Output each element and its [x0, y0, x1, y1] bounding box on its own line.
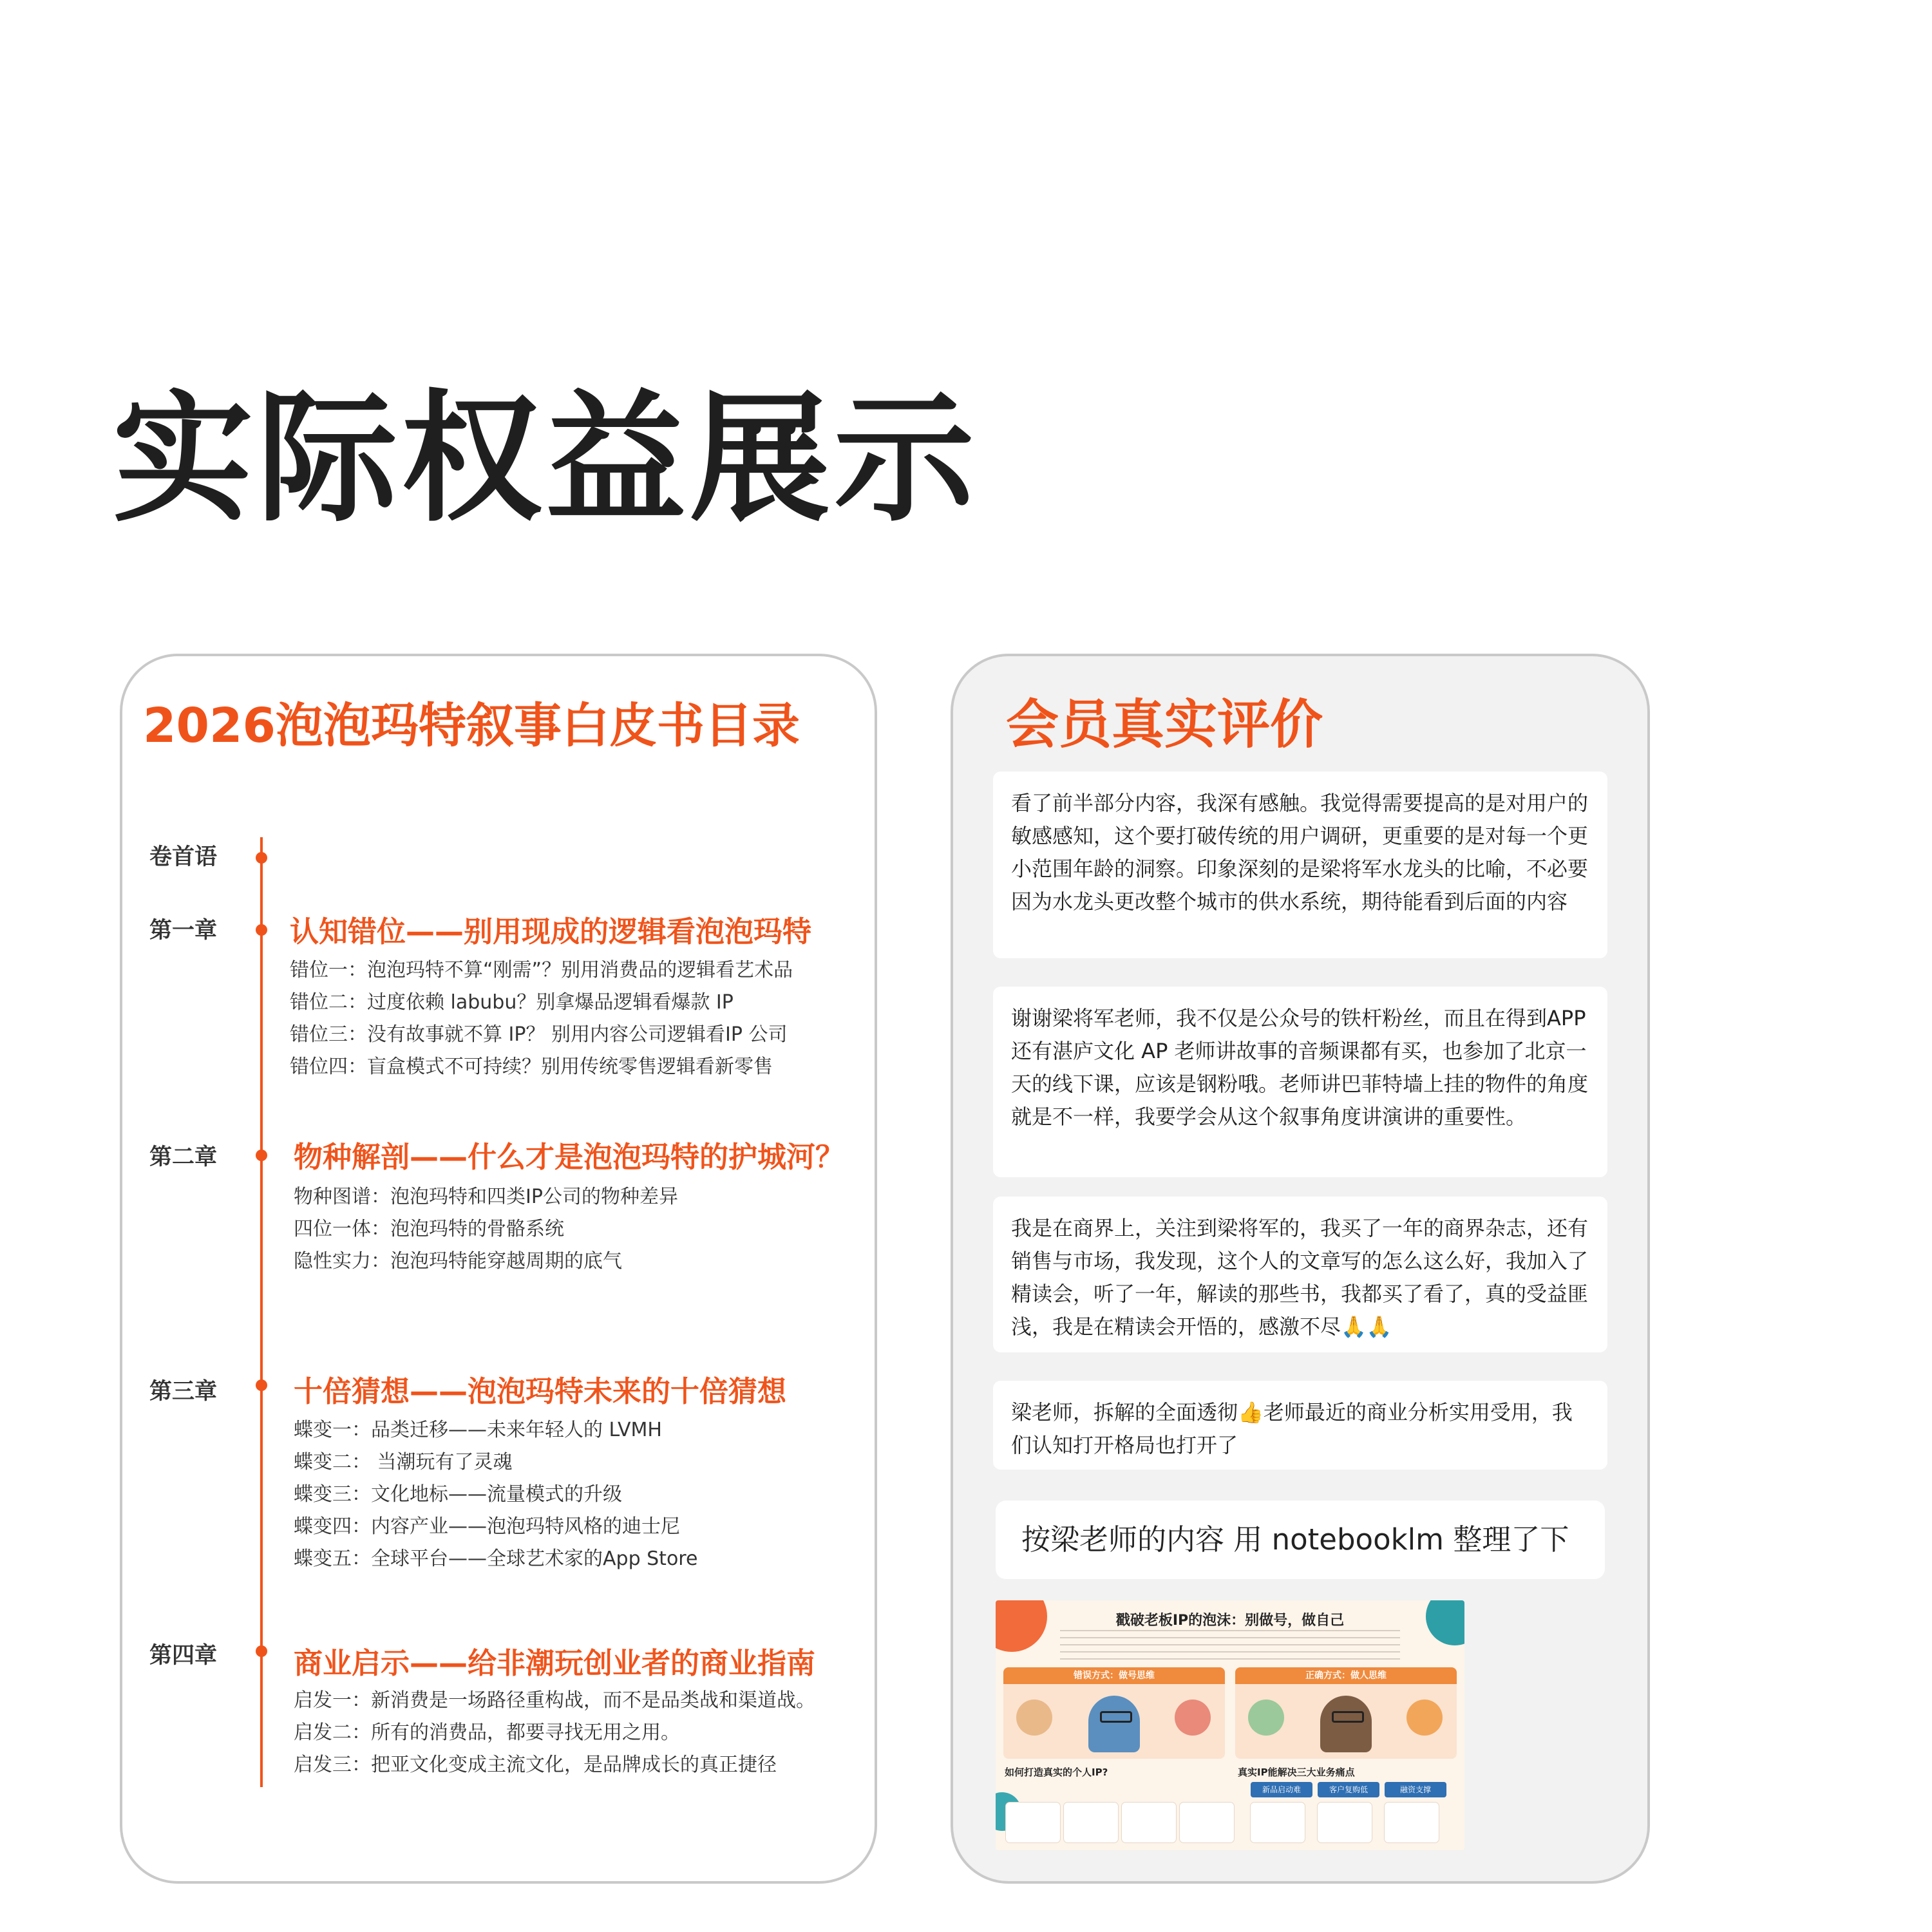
- chapter-3-item: 蝶变二： 当潮玩有了灵魂: [294, 1451, 513, 1473]
- person-illustration: [1088, 1696, 1140, 1752]
- chapter-3-items: [294, 1414, 697, 1575]
- decor-blob: [1016, 1700, 1052, 1736]
- toc-title: 2026泡泡玛特叙事白皮书目录: [143, 698, 800, 753]
- chapter-2-item: 物种图谱：泡泡玛特和四类IP公司的物种差异: [294, 1186, 678, 1208]
- review-bubble: 我是在商界上，关注到梁将军的，我买了一年的商界杂志，还有销售与市场，我发现，这个人的文章写的怎么这么好，我加入了精读会，听了一年，解读的那些书，我都买了看了，真的受益匪浅，我是在精读会开悟的，感激不尽🙏🙏: [993, 1197, 1607, 1352]
- chapter-2-label: 第二章: [149, 1144, 218, 1170]
- infographic-tile: [1006, 1803, 1060, 1842]
- chapter-1-label: 第一章: [149, 918, 218, 943]
- chapter-2-title: 物种解剖——什么才是泡泡玛特的护城河？: [294, 1140, 845, 1174]
- chapter-3-item: 蝶变五：全球平台——全球艺术家的App Store: [294, 1548, 698, 1570]
- timeline-dot-chapter-2: [256, 1150, 267, 1161]
- infographic-left-panel: [1003, 1667, 1225, 1759]
- infographic-chip: 新品启动难: [1251, 1782, 1312, 1797]
- infographic-tile: [1385, 1803, 1439, 1842]
- chapter-3-item: 蝶变一：品类迁移——未来年轻人的 LVMH: [294, 1419, 662, 1441]
- decor-blob: [1406, 1700, 1443, 1736]
- chapter-1-item: 错位四：盲盒模式不可持续？别用传统零售逻辑看新零售: [290, 1056, 773, 1078]
- chapter-1-item: 错位二：过度依赖 labubu？别拿爆品逻辑看爆款 IP: [290, 991, 734, 1014]
- infographic-tile: [1180, 1803, 1234, 1842]
- infographic-chip: 融资支撑: [1385, 1782, 1446, 1797]
- infographic-tile: [1318, 1803, 1372, 1842]
- infographic-tile: [1122, 1803, 1176, 1842]
- infographic-section-right: 真实IP能解决三大业务痛点: [1238, 1766, 1355, 1778]
- timeline-dot-chapter-3: [256, 1379, 267, 1391]
- chapter-4-label: 第四章: [149, 1643, 218, 1669]
- review-title: 会员真实评价: [1006, 694, 1323, 755]
- chapter-4-item: 启发一：新消费是一场路径重构战，而不是品类战和渠道战。: [294, 1689, 815, 1712]
- decor-blob: [1248, 1700, 1284, 1736]
- infographic-title: 戳破老板IP的泡沫：别做号，做自己: [1115, 1613, 1345, 1629]
- notebooklm-note: 按梁老师的内容 用 notebooklm 整理了下: [996, 1501, 1605, 1579]
- decor-blob: [1175, 1700, 1211, 1736]
- infographic-image: [996, 1600, 1464, 1850]
- chapter-2-item: 四位一体：泡泡玛特的骨骼系统: [294, 1218, 564, 1240]
- infographic-subtext: [1060, 1630, 1400, 1663]
- chapter-1-item: 错位三：没有故事就不算 IP？ 别用内容公司逻辑看IP 公司: [290, 1023, 788, 1046]
- timeline-dot-chapter-4: [256, 1645, 267, 1657]
- page-title: 实际权益展示: [113, 378, 978, 541]
- infographic-chip: 客户复购低: [1318, 1782, 1379, 1797]
- chapter-2-item: 隐性实力：泡泡玛特能穿越周期的底气: [294, 1250, 622, 1273]
- review-bubble: 看了前半部分内容，我深有感触。我觉得需要提高的是对用户的敏感感知，这个要打破传统的用户调研，更重要的是对每一个更小范围年龄的洞察。印象深刻的是梁将军水龙头的比喻，不必要因为水龙头更改整个城市的供水系统，期待能看到后面的内容: [993, 772, 1607, 958]
- review-bubble: 谢谢梁将军老师，我不仅是公众号的铁杆粉丝，而且在得到APP 还有湛庐文化 AP 老师讲故事的音频课都有买，也参加了北京一天的线下课，应该是钢粉哦。老师讲巴菲特墙上挂的物件的角度就是不一样，我要学会从这个叙事角度讲演讲的重要性。: [993, 987, 1607, 1177]
- infographic-left-panel-title: 错误方式：做号思维: [1003, 1667, 1225, 1684]
- timeline-dot-preface: [256, 852, 267, 864]
- timeline-dot-chapter-1: [256, 924, 267, 936]
- review-bubble: 梁老师，拆解的全面透彻👍老师最近的商业分析实用受用，我们认知打开格局也打开了: [993, 1381, 1607, 1470]
- chapter-4-items: [294, 1685, 815, 1781]
- chapter-4-title: 商业启示——给非潮玩创业者的商业指南: [294, 1646, 816, 1680]
- chapter-4-item: 启发三：把亚文化变成主流文化，是品牌成长的真正捷径: [294, 1754, 777, 1776]
- person-illustration: [1320, 1696, 1372, 1752]
- chapter-1-title: 认知错位——别用现成的逻辑看泡泡玛特: [290, 914, 812, 949]
- timeline-line: [260, 837, 263, 1787]
- chapter-3-item: 蝶变三：文化地标——流量模式的升级: [294, 1483, 622, 1506]
- infographic-section-left: 如何打造真实的个人IP?: [1005, 1766, 1108, 1778]
- chapter-3-item: 蝶变四：内容产业——泡泡玛特风格的迪士尼: [294, 1515, 680, 1538]
- infographic-right-panel: [1235, 1667, 1457, 1759]
- preface-label: 卷首语: [149, 844, 218, 870]
- chapter-1-item: 错位一：泡泡玛特不算“刚需”？别用消费品的逻辑看艺术品: [290, 959, 793, 981]
- chapter-3-label: 第三章: [149, 1379, 218, 1405]
- chapter-1-items: [290, 954, 793, 1083]
- chapter-3-title: 十倍猜想——泡泡玛特未来的十倍猜想: [294, 1374, 787, 1408]
- infographic-tile: [1251, 1803, 1305, 1842]
- infographic-right-panel-title: 正确方式：做人思维: [1235, 1667, 1457, 1684]
- chapter-4-item: 启发二：所有的消费品，都要寻找无用之用。: [294, 1721, 680, 1744]
- infographic-tile: [1064, 1803, 1118, 1842]
- chapter-2-items: [294, 1181, 678, 1278]
